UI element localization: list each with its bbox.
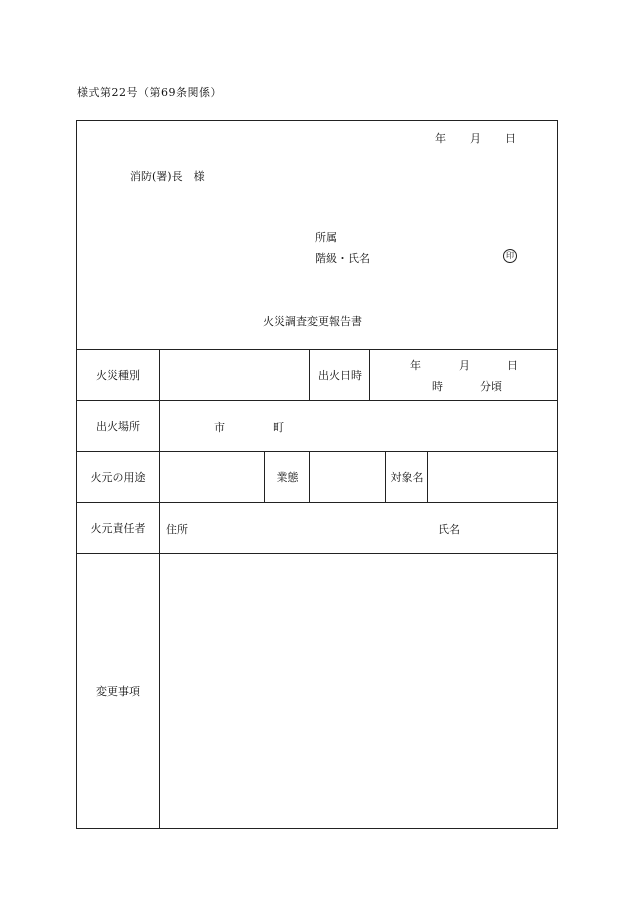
outbreak-month-label: 月 xyxy=(459,359,470,372)
city-label: 市 xyxy=(214,421,225,434)
business-type-label: 業態 xyxy=(264,452,310,502)
form-header xyxy=(77,121,557,350)
row-fire-type xyxy=(77,350,557,401)
affiliation-label: 所属 xyxy=(315,231,337,244)
business-type-value xyxy=(309,452,386,502)
date-month-label: 月 xyxy=(470,132,481,145)
fire-source-owner-value xyxy=(159,503,558,553)
date-day-label: 日 xyxy=(505,132,516,145)
addressee: 消防(署)長 様 xyxy=(130,170,205,183)
row-fire-source-owner xyxy=(77,503,557,554)
changes-value xyxy=(159,554,558,828)
outbreak-year-label: 年 xyxy=(410,359,421,372)
changes-label: 変更事項 xyxy=(96,685,140,698)
owner-name-label: 氏名 xyxy=(438,523,460,536)
fire-type-value xyxy=(159,350,310,400)
outbreak-datetime-label: 出火日時 xyxy=(309,350,370,400)
fire-source-owner-label: 火元責任者 xyxy=(90,522,146,535)
row-fire-source-use xyxy=(77,452,557,503)
row-changes xyxy=(77,554,557,828)
row-outbreak-place xyxy=(77,401,557,452)
target-name-label: 対象名 xyxy=(385,452,428,502)
fire-source-use-label: 火元の用途 xyxy=(90,471,146,484)
outbreak-place-label: 出火場所 xyxy=(96,420,140,433)
town-label: 町 xyxy=(273,421,284,434)
outbreak-place-value xyxy=(159,401,558,451)
fire-type-label: 火災種別 xyxy=(96,369,140,382)
outbreak-hour-label: 時 xyxy=(432,380,443,393)
date-year-label: 年 xyxy=(435,132,446,145)
rank-name-label: 階級・氏名 xyxy=(315,252,370,265)
form-number: 様式第22号（第69条関係） xyxy=(77,86,222,99)
address-label: 住所 xyxy=(166,523,188,536)
outbreak-minute-label: 分頃 xyxy=(480,380,502,393)
report-title: 火災調査変更報告書 xyxy=(263,315,362,328)
outbreak-datetime-value xyxy=(369,350,558,400)
target-name-value xyxy=(427,452,558,502)
seal-mark: 印 xyxy=(503,249,517,263)
report-form xyxy=(76,120,558,829)
fire-source-use-value xyxy=(159,452,265,502)
outbreak-day-label: 日 xyxy=(507,359,518,372)
